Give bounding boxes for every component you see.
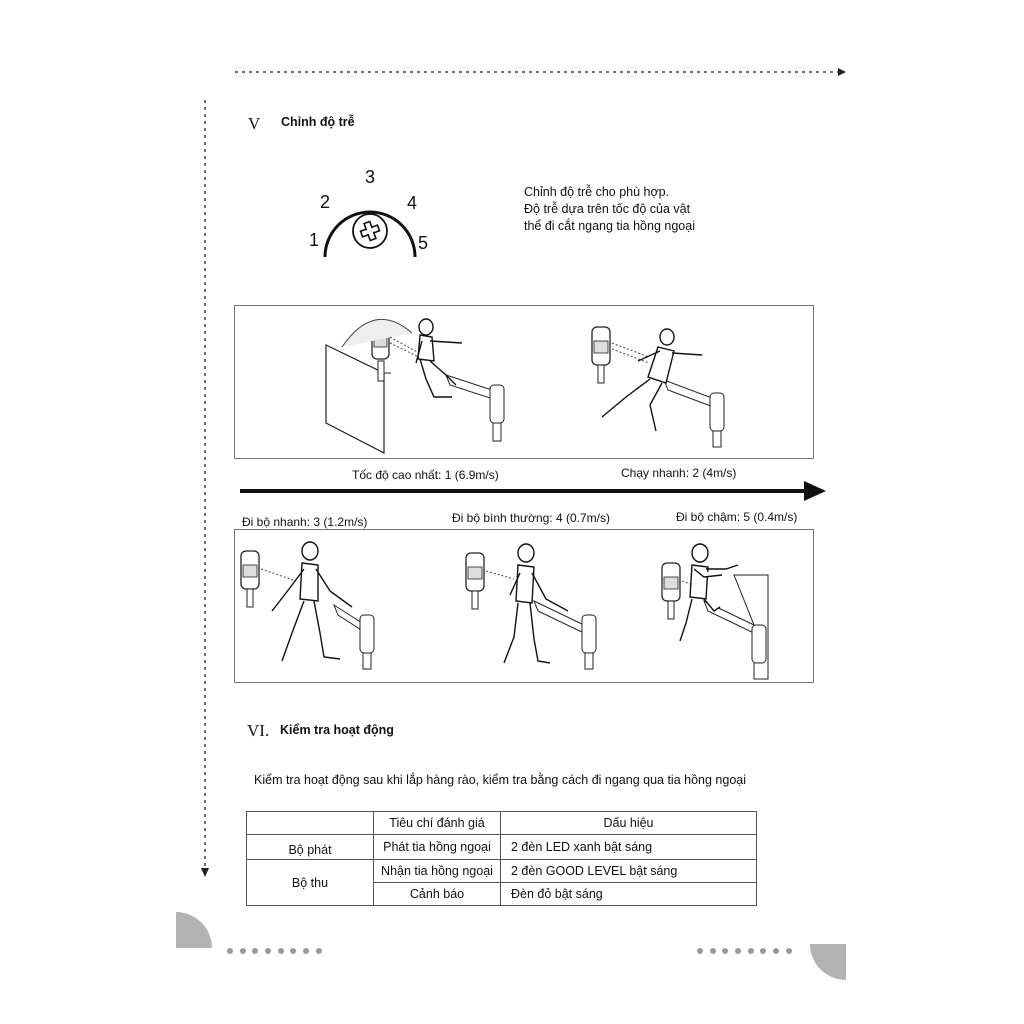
receiver-label: Bộ thu	[247, 860, 374, 906]
transmitter-label: Bộ phát	[247, 835, 374, 860]
evaluation-table	[246, 811, 757, 906]
description-line-1: Chỉnh độ trễ cho phù hợp.	[524, 185, 670, 199]
table-row	[247, 860, 757, 883]
footer-dots-right	[697, 941, 799, 959]
section-vi-title: Kiểm tra hoạt động	[280, 723, 394, 737]
receiver-criterion-1: Nhận tia hồng ngoại	[374, 860, 501, 883]
speed-max-label: Tốc độ cao nhất: 1 (6.9m/s)	[352, 468, 499, 482]
footer-dots-left	[227, 941, 329, 959]
section-vi-intro: Kiểm tra hoạt động sau khi lắp hàng rào, kiểm tra bằng cách đi ngang qua tia hồng ngoại	[254, 773, 747, 787]
description-line-2: Độ trễ dựa trên tốc độ của vật	[524, 202, 691, 216]
speed-fast-walk-label: Đi bộ nhanh: 3 (1.2m/s)	[242, 515, 368, 529]
table-row	[247, 835, 757, 860]
speed-normal-walk-label: Đi bộ bình thường: 4 (0.7m/s)	[452, 511, 610, 525]
table-header-row	[247, 812, 757, 835]
dial-label-5: 5	[418, 233, 429, 253]
dial-label-3: 3	[365, 167, 376, 187]
dial-label-4: 4	[407, 193, 418, 213]
dial-label-2: 2	[320, 192, 331, 212]
illustration-jumper	[234, 305, 812, 457]
table-header-empty	[247, 812, 374, 835]
receiver-sign-2: Đèn đỏ bật sáng	[501, 883, 757, 906]
transmitter-criterion: Phát tia hồng ngoại	[374, 835, 501, 860]
corner-decoration-left	[176, 912, 216, 952]
table-header-sign: Dấu hiệu	[501, 812, 757, 835]
illustration-walkers	[234, 529, 812, 681]
corner-decoration-right	[808, 944, 848, 984]
screw-icon	[358, 219, 381, 242]
delay-description	[524, 184, 695, 235]
receiver-sign-1: 2 đèn GOOD LEVEL bật sáng	[501, 860, 757, 883]
dial-label-1: 1	[309, 230, 320, 250]
description-line-3: thể đi cắt ngang tia hồng ngoại	[524, 219, 695, 233]
section-v-number: V	[248, 114, 261, 133]
transmitter-sign: 2 đèn LED xanh bật sáng	[501, 835, 757, 860]
speed-arrow	[238, 480, 838, 504]
section-v-title: Chỉnh độ trễ	[281, 115, 355, 129]
section-vi-number: VI.	[247, 721, 270, 740]
receiver-criterion-2: Cảnh báo	[374, 883, 501, 906]
speed-slow-walk-label: Đi bộ chậm: 5 (0.4m/s)	[676, 510, 798, 524]
speed-run-label: Chạy nhanh: 2 (4m/s)	[621, 466, 737, 480]
table-header-criteria: Tiêu chí đánh giá	[374, 812, 501, 835]
